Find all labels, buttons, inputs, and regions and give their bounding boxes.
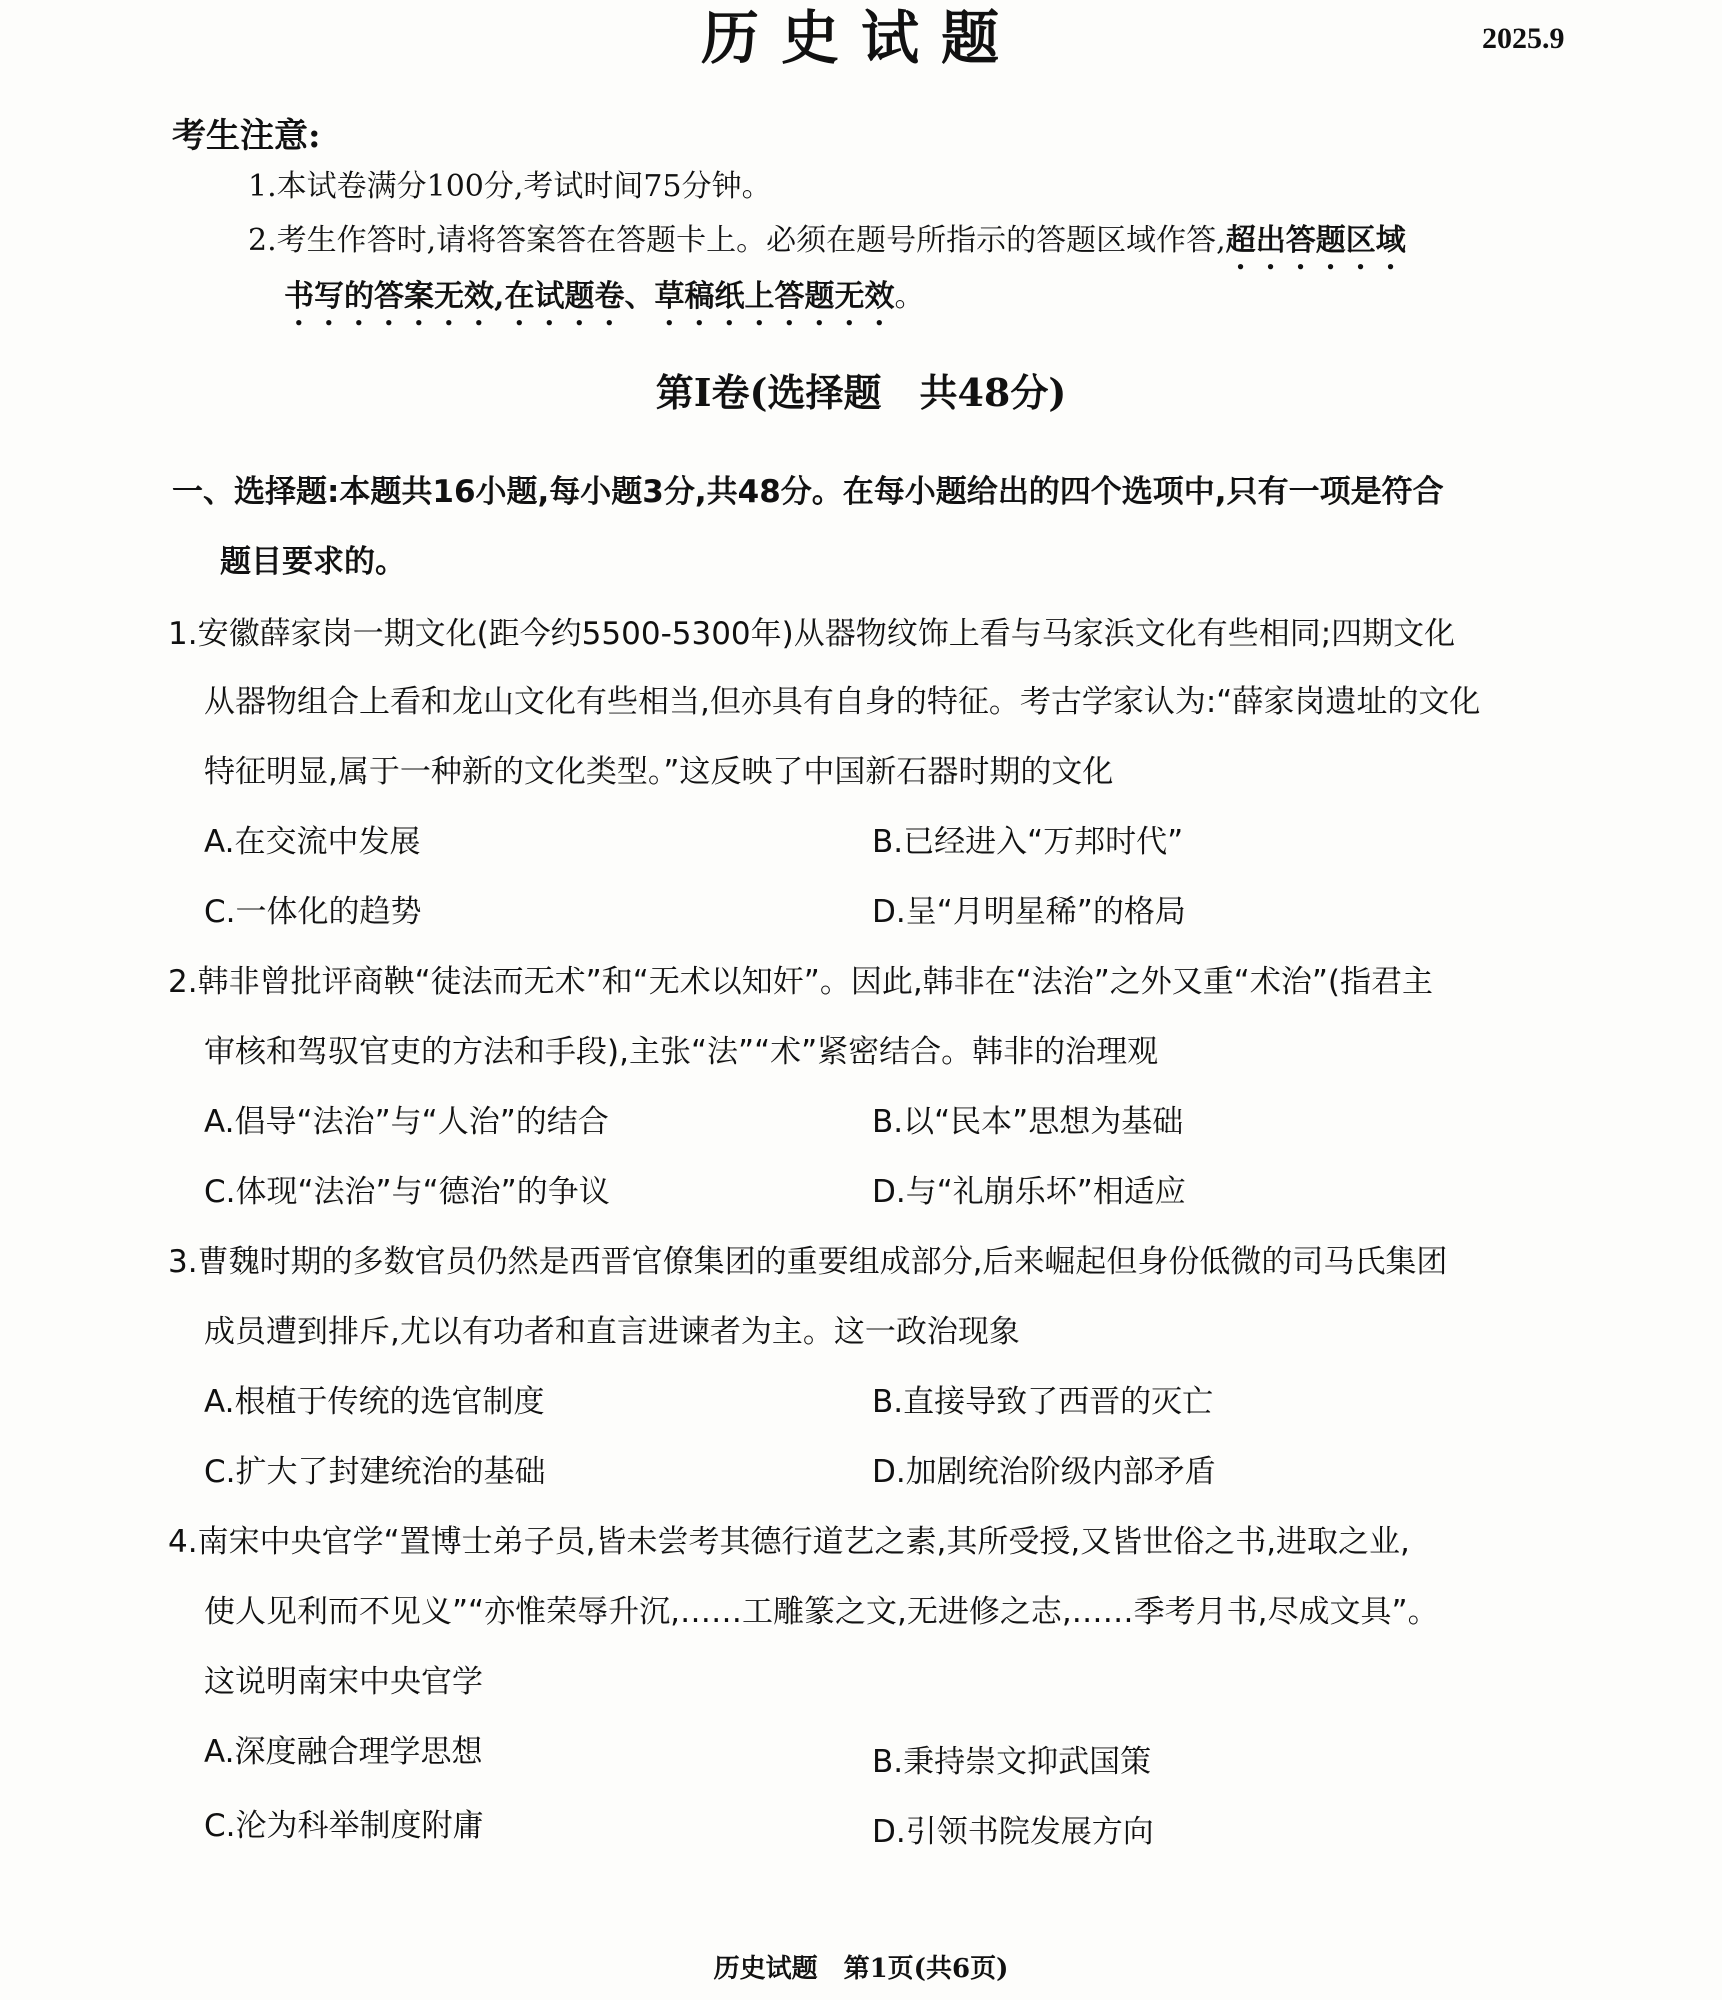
question-3-stem-line: 3.曹魏时期的多数官员仍然是西晋官僚集团的重要组成部分,后来崛起但身份低微的司马氏集团 — [168, 1244, 1448, 1280]
question-3-option-c[interactable]: C.扩大了封建统治的基础 — [204, 1454, 546, 1490]
page-title: 历史试题 — [700, 4, 1021, 72]
question-1-option-b[interactable]: B.已经进入“万邦时代” — [872, 824, 1184, 860]
question-2-stem-line: 2.韩非曾批评商鞅“徒法而无术”和“无术以知奸”。因此,韩非在“法治”之外又重“术治”(指君主 — [168, 964, 1434, 1000]
notice-heading: 考生注意: — [172, 116, 321, 156]
question-4-option-a[interactable]: A.深度融合理学思想 — [204, 1734, 483, 1770]
question-4-option-c[interactable]: C.沦为科举制度附庸 — [204, 1808, 484, 1844]
exam-date: 2025.9 — [1482, 22, 1565, 55]
notice-item-2-text: 2.考生作答时,请将答案答在答题卡上。必须在题号所指示的答题区域作答, — [248, 223, 1226, 258]
question-4-stem-line: 这说明南宋中央官学 — [204, 1664, 483, 1700]
question-1-option-a[interactable]: A.在交流中发展 — [204, 824, 421, 860]
question-4-stem-line: 4.南宋中央官学“置博士弟子员,皆未尝考其德行道艺之素,其所受授,又皆世俗之书,进取之业, — [168, 1524, 1410, 1560]
notice-item-2-emphasis-b: 书写的答案无效,在试题卷、草稿纸上答题无效 — [284, 279, 895, 314]
instruction-line-1: 一、选择题:本题共16小题,每小题3分,共48分。在每小题给出的四个选项中,只有一项是符合 — [172, 474, 1444, 510]
instruction-line-2: 题目要求的。 — [220, 544, 406, 580]
question-1-stem-line: 从器物组合上看和龙山文化有些相当,但亦具有自身的特征。考古学家认为:“薛家岗遗址的文化 — [204, 684, 1481, 720]
question-4-stem-line: 使人见利而不见义”“亦惟荣辱升沉,……工雕篆之文,无进修之志,……季考月书,尽成文具”。 — [204, 1594, 1439, 1630]
question-4-option-b[interactable]: B.秉持崇文抑武国策 — [872, 1744, 1152, 1780]
question-3-option-b[interactable]: B.直接导致了西晋的灭亡 — [872, 1384, 1214, 1420]
question-1-stem-line: 1.安徽薛家岗一期文化(距今约5500-5300年)从器物纹饰上看与马家浜文化有些相同;四期文化 — [168, 616, 1456, 652]
notice-item-2 — [248, 220, 1406, 276]
question-1-option-d[interactable]: D.呈“月明星稀”的格局 — [872, 894, 1186, 930]
question-3-option-a[interactable]: A.根植于传统的选官制度 — [204, 1384, 545, 1420]
question-2-option-d[interactable]: D.与“礼崩乐坏”相适应 — [872, 1174, 1186, 1210]
question-1-stem-line: 特征明显,属于一种新的文化类型。”这反映了中国新石器时期的文化 — [204, 754, 1114, 790]
page-footer: 历史试题 第1页(共6页) — [713, 1954, 1009, 1984]
question-2-option-c[interactable]: C.体现“法治”与“德治”的争议 — [204, 1174, 610, 1210]
notice-item-2-end: 。 — [894, 279, 925, 314]
question-3-stem-line: 成员遭到排斥,尤以有功者和直言进谏者为主。这一政治现象 — [204, 1314, 1020, 1350]
question-2-option-b[interactable]: B.以“民本”思想为基础 — [872, 1104, 1184, 1140]
question-1-option-c[interactable]: C.一体化的趋势 — [204, 894, 422, 930]
notice-item-2-emphasis-a: 超出答题区域 — [1225, 223, 1406, 258]
question-2-option-a[interactable]: A.倡导“法治”与“人治”的结合 — [204, 1104, 609, 1140]
question-3-option-d[interactable]: D.加剧统治阶级内部矛盾 — [872, 1454, 1216, 1490]
notice-item-1: 1.本试卷满分100分,考试时间75分钟。 — [248, 169, 772, 204]
section-title: 第Ⅰ卷(选择题 共48分) — [655, 370, 1067, 415]
question-2-stem-line: 审核和驾驭官吏的方法和手段),主张“法”“术”紧密结合。韩非的治理观 — [204, 1034, 1159, 1070]
question-4-option-d[interactable]: D.引领书院发展方向 — [872, 1814, 1154, 1850]
notice-item-2-continued — [284, 276, 924, 332]
